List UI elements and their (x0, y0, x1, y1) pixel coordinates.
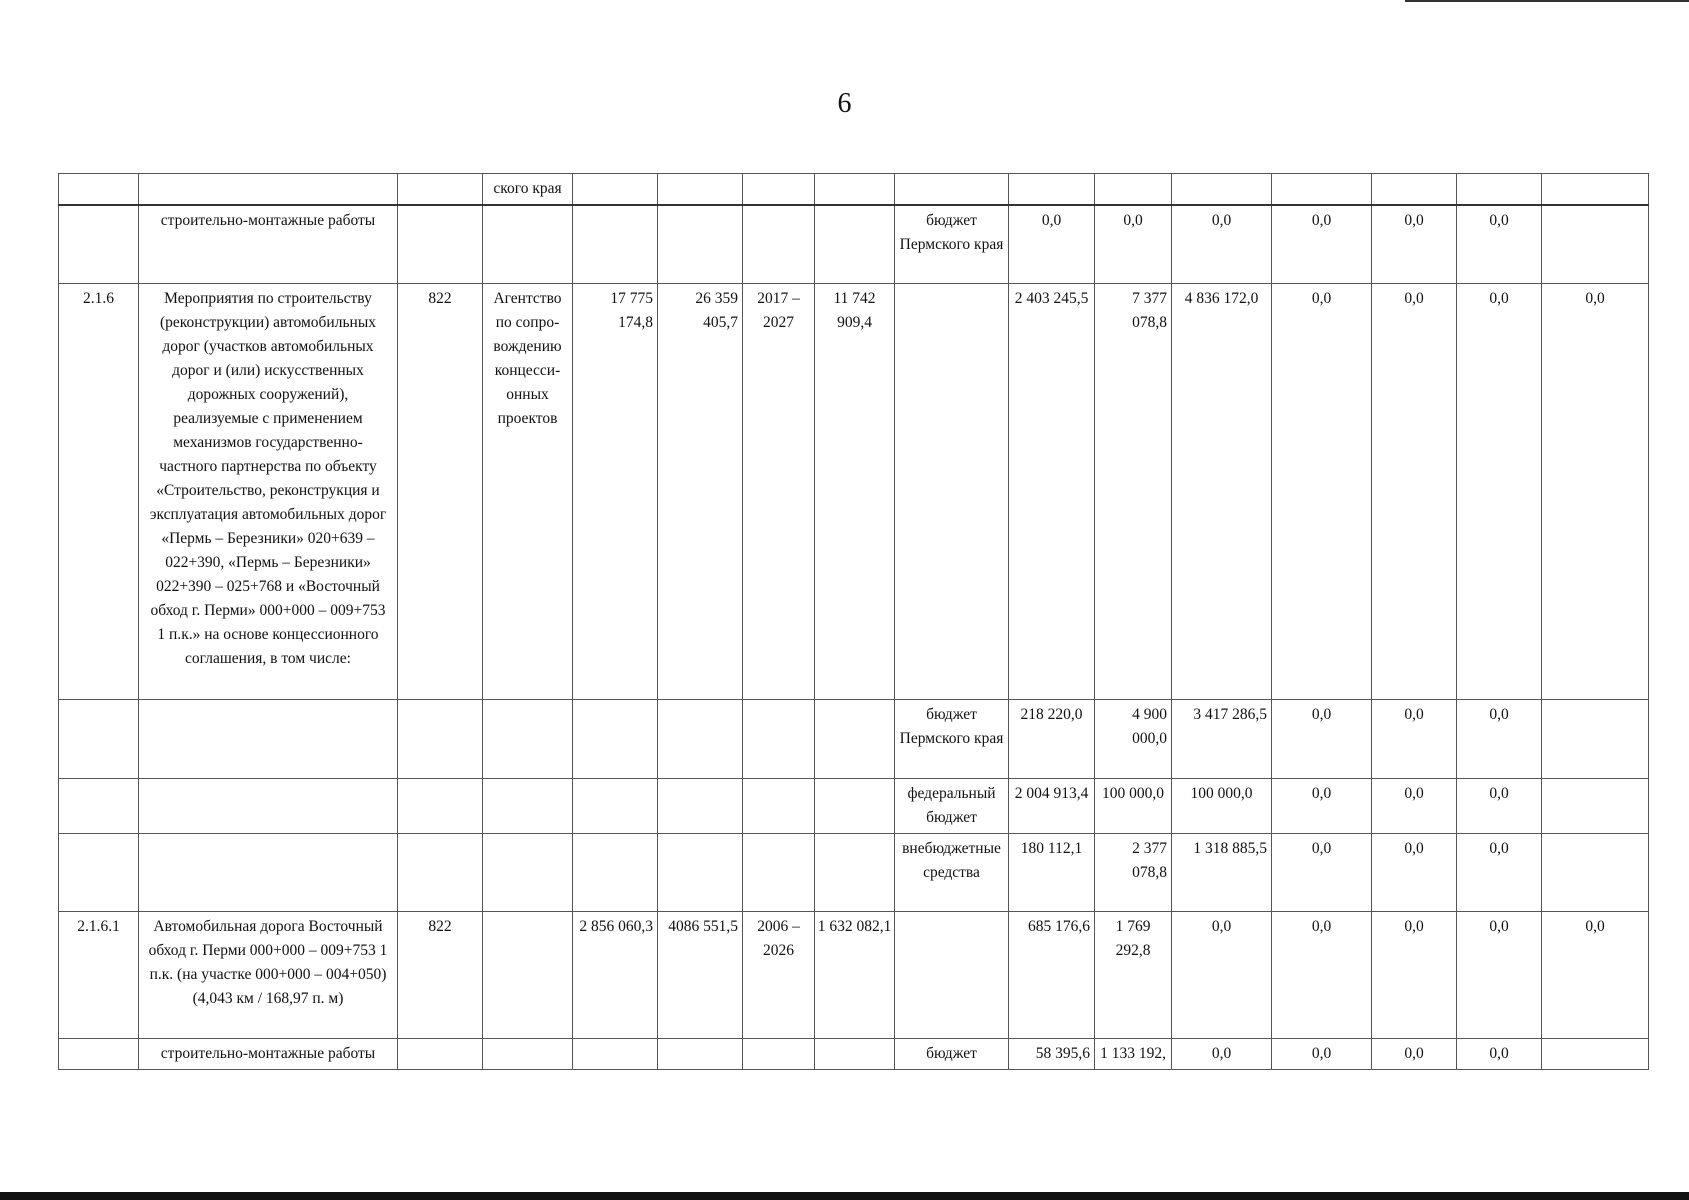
cell-name (139, 699, 398, 778)
cell-period (743, 699, 815, 778)
cell-value: 11 742 909,4 (815, 283, 895, 699)
cell-period: 2006 – 2026 (743, 911, 815, 1038)
cell-value: 4 900 000,0 (1095, 699, 1172, 778)
cell-value: 1 769 292,8 (1095, 911, 1172, 1038)
cell-period (743, 1038, 815, 1069)
cell-value: 180 112,1 (1009, 833, 1095, 911)
cell-value: 4086 551,5 (658, 911, 743, 1038)
cell-value: 0,0 (1272, 205, 1372, 283)
bottom-scan-edge (0, 1192, 1689, 1200)
cell-value: 0,0 (1372, 911, 1457, 1038)
cell-source: бюджет Пермского края (895, 699, 1009, 778)
cell-value: 0,0 (1172, 1038, 1272, 1069)
cell-value (573, 174, 658, 206)
cell-name (139, 833, 398, 911)
table-row (59, 778, 1649, 833)
cell-code (59, 699, 139, 778)
cell-value: 0,0 (1172, 205, 1272, 283)
cell-value (1542, 174, 1649, 206)
cell-value: 218 220,0 (1009, 699, 1095, 778)
cell-grbs (398, 699, 483, 778)
cell-value (815, 699, 895, 778)
cell-executor (483, 833, 573, 911)
cell-value (1372, 174, 1457, 206)
cell-value: 685 176,6 (1009, 911, 1095, 1038)
cell-value: 2 856 060,3 (573, 911, 658, 1038)
cell-value: 0,0 (1272, 283, 1372, 699)
cell-value: 0,0 (1272, 778, 1372, 833)
cell-value (1542, 833, 1649, 911)
cell-value (573, 699, 658, 778)
cell-value: 3 417 286,5 (1172, 699, 1272, 778)
cell-period (743, 174, 815, 206)
cell-code: 2.1.6.1 (59, 911, 139, 1038)
cell-value (658, 174, 743, 206)
cell-value: 4 836 172,0 (1172, 283, 1272, 699)
cell-grbs (398, 205, 483, 283)
cell-code: 2.1.6 (59, 283, 139, 699)
cell-value (1009, 174, 1095, 206)
cell-value: 17 775 174,8 (573, 283, 658, 699)
cell-value (815, 778, 895, 833)
cell-executor (483, 699, 573, 778)
cell-value (1542, 205, 1649, 283)
cell-value: 0,0 (1457, 1038, 1542, 1069)
table-row (59, 1038, 1649, 1069)
cell-grbs (398, 778, 483, 833)
cell-value: 0,0 (1372, 833, 1457, 911)
cell-executor: ского края (483, 174, 573, 206)
cell-value (815, 174, 895, 206)
cell-value (1542, 699, 1649, 778)
cell-value: 0,0 (1457, 283, 1542, 699)
cell-value: 7 377 078,8 (1095, 283, 1172, 699)
cell-value: 0,0 (1542, 283, 1649, 699)
cell-period (743, 778, 815, 833)
cell-value (1272, 174, 1372, 206)
cell-value (815, 833, 895, 911)
cell-name (139, 778, 398, 833)
cell-value: 2 403 245,5 (1009, 283, 1095, 699)
cell-code (59, 778, 139, 833)
cell-name: Мероприятия по строительству (реконструкции) автомобильных дорог (участков автомобильных дорог и (или) искусственных дорожных сооружений), реализуемые с применением механизмов государственно-частного партнерства по объекту «Строительство, реконструкция и эксплуатация автомобильных дорог «Пермь – Березники» 020+639 – 022+390, «Пермь – Березники» 022+390 – 025+768 и «Восточный обход г. Перми» 000+000 – 009+753 1 п.к.» на основе концессионного соглашения, в том числе: (139, 283, 398, 699)
cell-value (658, 1038, 743, 1069)
cell-grbs (398, 1038, 483, 1069)
cell-value (1457, 174, 1542, 206)
cell-value: 0,0 (1457, 833, 1542, 911)
cell-grbs: 822 (398, 283, 483, 699)
cell-grbs: 822 (398, 911, 483, 1038)
cell-value: 0,0 (1457, 911, 1542, 1038)
cell-value: 100 000,0 (1095, 778, 1172, 833)
table-row (59, 699, 1649, 778)
cell-value (573, 778, 658, 833)
cell-value: 0,0 (1457, 205, 1542, 283)
cell-value (1542, 778, 1649, 833)
cell-value: 58 395,6 (1009, 1038, 1095, 1069)
cell-source (895, 911, 1009, 1038)
cell-period: 2017 – 2027 (743, 283, 815, 699)
cell-value: 2 004 913,4 (1009, 778, 1095, 833)
cell-value (658, 205, 743, 283)
cell-value (815, 205, 895, 283)
cell-value: 0,0 (1009, 205, 1095, 283)
table-row (59, 833, 1649, 911)
cell-value: 1 318 885,5 (1172, 833, 1272, 911)
cell-value (573, 1038, 658, 1069)
cell-value: 0,0 (1372, 699, 1457, 778)
table-row (59, 911, 1649, 1038)
cell-value: 0,0 (1457, 699, 1542, 778)
cell-source: бюджет Пермского края (895, 205, 1009, 283)
cell-value: 0,0 (1542, 911, 1649, 1038)
cell-value: 0,0 (1272, 833, 1372, 911)
cell-value (1542, 1038, 1649, 1069)
cell-value: 1 133 192, (1095, 1038, 1172, 1069)
cell-name (139, 174, 398, 206)
cell-executor: Агентство по сопро-вождению концесси-онных проектов (483, 283, 573, 699)
cell-value: 0,0 (1272, 911, 1372, 1038)
budget-table (58, 173, 1649, 1070)
cell-source: бюджет (895, 1038, 1009, 1069)
cell-value (573, 205, 658, 283)
cell-grbs (398, 833, 483, 911)
table-row (59, 174, 1649, 206)
cell-value: 0,0 (1272, 1038, 1372, 1069)
cell-code (59, 833, 139, 911)
cell-executor (483, 1038, 573, 1069)
cell-period (743, 833, 815, 911)
cell-period (743, 205, 815, 283)
cell-value: 0,0 (1372, 283, 1457, 699)
cell-code (59, 1038, 139, 1069)
cell-name: Автомобильная дорога Восточный обход г. Перми 000+000 – 009+753 1 п.к. (на участке 000+000 – 004+050) (4,043 км / 168,97 п. м) (139, 911, 398, 1038)
cell-value: 0,0 (1372, 205, 1457, 283)
cell-value: 100 000,0 (1172, 778, 1272, 833)
cell-value: 0,0 (1095, 205, 1172, 283)
cell-value (1172, 174, 1272, 206)
cell-value: 1 632 082,1 (815, 911, 895, 1038)
cell-value (658, 778, 743, 833)
cell-value (1095, 174, 1172, 206)
cell-source: внебюджетные средства (895, 833, 1009, 911)
cell-executor (483, 911, 573, 1038)
cell-executor (483, 205, 573, 283)
table-row (59, 205, 1649, 283)
cell-value (658, 833, 743, 911)
cell-source (895, 174, 1009, 206)
cell-value (658, 699, 743, 778)
cell-value: 2 377 078,8 (1095, 833, 1172, 911)
cell-value: 0,0 (1372, 1038, 1457, 1069)
cell-value: 0,0 (1272, 699, 1372, 778)
cell-value (815, 1038, 895, 1069)
cell-code (59, 205, 139, 283)
cell-grbs (398, 174, 483, 206)
cell-value: 0,0 (1457, 778, 1542, 833)
table-row (59, 283, 1649, 699)
cell-name: строительно-монтажные работы (139, 1038, 398, 1069)
cell-value: 0,0 (1172, 911, 1272, 1038)
page-number: 6 (837, 88, 852, 119)
cell-name: строительно-монтажные работы (139, 205, 398, 283)
cell-source (895, 283, 1009, 699)
cell-code (59, 174, 139, 206)
cell-source: федеральный бюджет (895, 778, 1009, 833)
cell-executor (483, 778, 573, 833)
cell-value: 0,0 (1372, 778, 1457, 833)
cell-value: 26 359 405,7 (658, 283, 743, 699)
cell-value (573, 833, 658, 911)
top-edge-line (1405, 0, 1689, 2)
